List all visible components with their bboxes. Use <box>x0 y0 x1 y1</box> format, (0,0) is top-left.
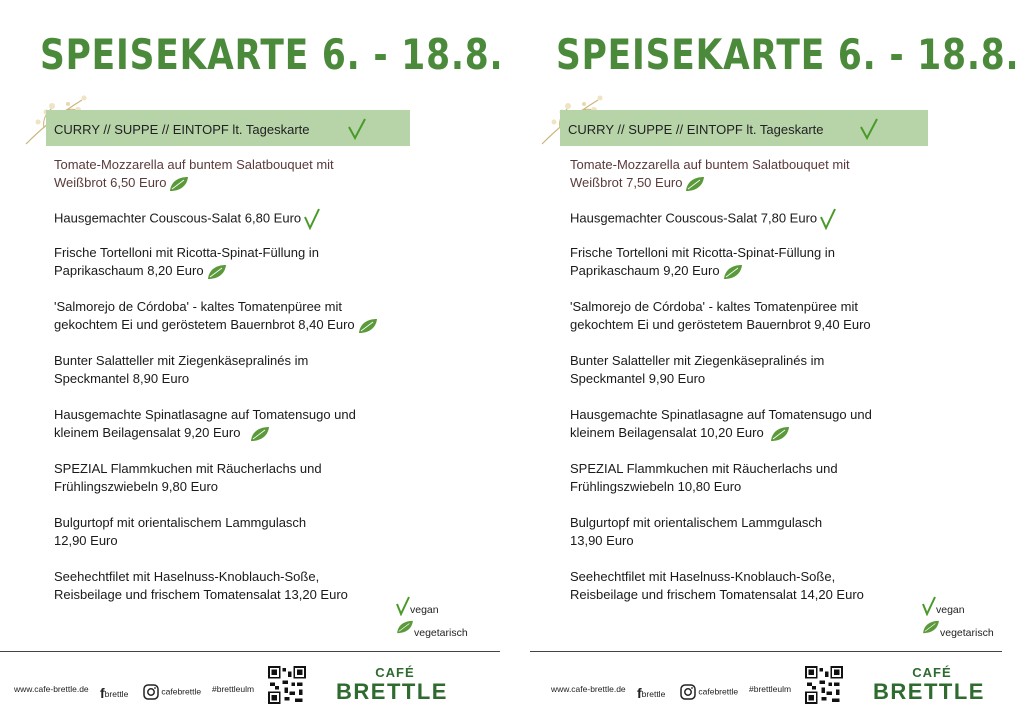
item-line: kleinem Beilagensalat 10,20 Euro <box>570 425 764 440</box>
menu-item <box>570 406 872 442</box>
footer-divider <box>0 651 500 652</box>
legend-vegetarian <box>396 620 468 644</box>
item-line: Bulgurtopf mit orientalischem Lammgulasch <box>54 515 307 530</box>
vegan-check-icon <box>860 118 878 140</box>
daily-special-banner <box>560 110 928 146</box>
vegan-check-icon <box>304 208 320 230</box>
item-line: 'Salmorejo de Córdoba' - kaltes Tomatenpüree mit <box>570 299 858 314</box>
instagram-icon <box>143 684 159 700</box>
item-line: Hausgemachte Spinatlasagne auf Tomatensugo und <box>570 407 872 422</box>
hashtag: #brettleulm <box>212 684 255 694</box>
item-line: 12,90 Euro <box>54 533 118 548</box>
item-line: 'Salmorejo de Córdoba' - kaltes Tomatenpüree mit <box>54 299 342 314</box>
menu-item <box>570 298 871 334</box>
menu-item <box>54 352 308 388</box>
diet-legend <box>922 596 994 644</box>
leaf-icon <box>396 620 414 634</box>
instagram-handle: cafebrettle <box>698 686 739 697</box>
vegan-check-icon <box>922 596 936 616</box>
instagram-link[interactable] <box>680 684 738 700</box>
footer-divider <box>530 651 1002 652</box>
item-line: Bunter Salatteller mit Ziegenkäsepralinés im <box>54 353 309 368</box>
menu-page-right <box>530 0 1024 724</box>
item-line: Frische Tortelloni mit Ricotta-Spinat-Füllung in <box>570 245 835 260</box>
legend-vegan <box>396 596 468 620</box>
instagram-link[interactable] <box>143 684 201 700</box>
facebook-handle: brettle <box>104 689 129 699</box>
facebook-link[interactable] <box>100 684 128 700</box>
menu-item <box>570 156 850 192</box>
item-line: SPEZIAL Flammkuchen mit Räucherlachs und <box>570 461 838 476</box>
diet-legend <box>396 596 468 644</box>
leaf-icon <box>250 426 270 442</box>
item-line: Reisbeilage und frischem Tomatensalat 14,20 Euro <box>570 587 864 602</box>
legend-vegan <box>922 596 994 620</box>
menu-item <box>570 568 864 604</box>
hashtag: #brettleulm <box>749 684 792 694</box>
logo-cafe: CAFÉ <box>912 665 952 680</box>
cafe-brettle-logo <box>873 665 985 704</box>
item-line: Paprikaschaum 9,20 Euro <box>570 263 720 278</box>
leaf-icon <box>685 176 705 192</box>
item-line: Speckmantel 9,90 Euro <box>570 371 706 386</box>
item-line: Weißbrot 7,50 Euro <box>570 175 683 190</box>
vegan-check-icon <box>348 118 366 140</box>
item-line: kleinem Beilagensalat 9,20 Euro <box>54 425 241 440</box>
item-line: Frühlingszwiebeln 10,80 Euro <box>570 479 742 494</box>
menu-item <box>54 568 348 604</box>
leaf-icon <box>922 620 940 634</box>
facebook-handle: brettle <box>641 689 666 699</box>
leaf-icon <box>723 264 743 280</box>
item-line: Weißbrot 6,50 Euro <box>54 175 167 190</box>
leaf-icon <box>770 426 790 442</box>
leaf-icon <box>207 264 227 280</box>
menu-item <box>54 406 356 442</box>
leaf-icon <box>358 318 378 334</box>
item-line: Tomate-Mozzarella auf buntem Salatbouquet mit <box>570 157 850 172</box>
menu-item <box>54 156 334 192</box>
cafe-brettle-logo <box>336 665 448 704</box>
item-line: Seehechtfilet mit Haselnuss-Knoblauch-Soße, <box>570 569 836 584</box>
menu-item <box>570 514 822 550</box>
legend-vegetarian-label: vegetarisch <box>414 626 468 639</box>
legend-vegan-label: vegan <box>936 604 965 616</box>
legend-vegan-label: vegan <box>410 604 439 616</box>
instagram-icon <box>680 684 696 700</box>
menu-item <box>570 244 835 280</box>
item-line: gekochtem Ei und geröstetem Bauernbrot 8,40 Euro <box>54 317 355 332</box>
item-line: Bulgurtopf mit orientalischem Lammgulasch <box>570 515 823 530</box>
instagram-handle: cafebrettle <box>161 686 202 697</box>
facebook-icon: f <box>637 685 642 701</box>
menu-item <box>54 460 322 496</box>
item-line: Bunter Salatteller mit Ziegenkäsepralinés im <box>570 353 825 368</box>
facebook-icon: f <box>100 685 105 701</box>
leaf-icon <box>169 176 189 192</box>
daily-special-banner <box>46 110 410 146</box>
item-line: Hausgemachte Spinatlasagne auf Tomatensugo und <box>54 407 356 422</box>
website-link[interactable]: www.cafe-brettle.de <box>14 684 89 694</box>
item-line: Frühlingszwiebeln 9,80 Euro <box>54 479 219 494</box>
footer <box>14 665 494 712</box>
item-line: Speckmantel 8,90 Euro <box>54 371 190 386</box>
vegan-check-icon <box>820 208 836 230</box>
menu-item <box>570 460 838 496</box>
menu-item <box>54 514 306 550</box>
legend-vegetarian-label: vegetarisch <box>940 626 994 639</box>
qr-code-icon <box>268 666 306 704</box>
legend-vegetarian <box>922 620 994 644</box>
menu-item <box>570 352 824 388</box>
logo-cafe: CAFÉ <box>375 665 415 680</box>
logo-name: BRETTLE <box>873 679 985 704</box>
item-line: Paprikaschaum 8,20 Euro <box>54 263 204 278</box>
item-line: Tomate-Mozzarella auf buntem Salatbouquet mit <box>54 157 334 172</box>
item-line: Hausgemachter Couscous-Salat 7,80 Euro <box>570 210 818 226</box>
menu-title: SPEISEKARTE 6. - 18.8. <box>40 30 504 79</box>
menu-item <box>54 244 319 280</box>
logo-name: BRETTLE <box>336 679 448 704</box>
menu-item <box>570 208 836 230</box>
item-line: Reisbeilage und frischem Tomatensalat 13,20 Euro <box>54 587 348 602</box>
menu-item <box>54 208 320 230</box>
item-line: Hausgemachter Couscous-Salat 6,80 Euro <box>54 210 302 226</box>
item-line: Frische Tortelloni mit Ricotta-Spinat-Füllung in <box>54 245 319 260</box>
menu-item <box>54 298 378 334</box>
item-line: Seehechtfilet mit Haselnuss-Knoblauch-Soße, <box>54 569 320 584</box>
item-line: gekochtem Ei und geröstetem Bauernbrot 9,40 Euro <box>570 317 871 332</box>
banner-text: CURRY // SUPPE // EINTOPF lt. Tageskarte <box>568 122 824 137</box>
facebook-link[interactable] <box>637 684 665 700</box>
footer <box>551 665 1024 712</box>
menu-title: SPEISEKARTE 6. - 18.8. <box>556 30 1020 79</box>
item-line: SPEZIAL Flammkuchen mit Räucherlachs und <box>54 461 322 476</box>
website-link[interactable]: www.cafe-brettle.de <box>551 684 626 694</box>
banner-text: CURRY // SUPPE // EINTOPF lt. Tageskarte <box>54 122 310 137</box>
vegan-check-icon <box>396 596 410 616</box>
item-line: 13,90 Euro <box>570 533 634 548</box>
qr-code-icon <box>805 666 843 704</box>
